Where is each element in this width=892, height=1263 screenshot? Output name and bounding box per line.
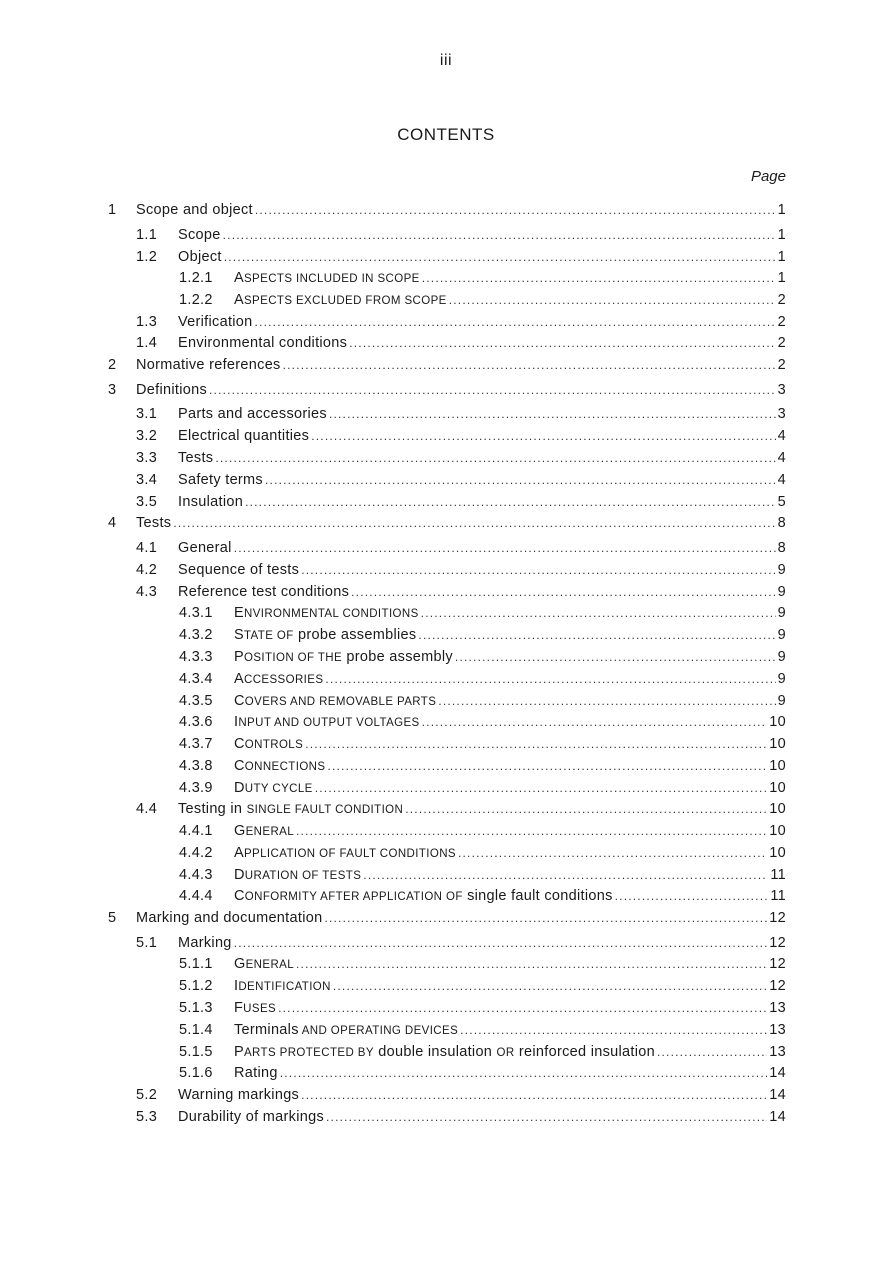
toc-entry-title-part: double insulation bbox=[373, 1044, 497, 1060]
toc-entry-title-part: I bbox=[234, 978, 239, 994]
toc-leader-dots bbox=[301, 1086, 767, 1104]
toc-entry[interactable] bbox=[108, 201, 786, 219]
toc-entry-title-part: ENERAL bbox=[245, 959, 295, 971]
toc-entry-number: 4.4 bbox=[136, 801, 158, 817]
toc-entry-title-part: C bbox=[234, 888, 245, 904]
toc-entry-title-part: C bbox=[234, 736, 245, 752]
toc-entry-title bbox=[178, 561, 299, 579]
toc-entry-title-part: Environmental conditions bbox=[178, 335, 348, 351]
toc-entry-title bbox=[136, 201, 253, 219]
toc-entry-page: 12 bbox=[769, 956, 786, 972]
toc-entry-title-part: CCESSORIES bbox=[243, 674, 324, 686]
toc-entry-number: 4.3.5 bbox=[179, 693, 213, 709]
toc-entry-number: 4.2 bbox=[136, 562, 158, 578]
toc-leader-dots bbox=[234, 934, 768, 952]
toc-leader-dots bbox=[173, 514, 775, 532]
toc-entry[interactable] bbox=[179, 269, 786, 287]
toc-entry-title-part: Warning markings bbox=[178, 1087, 300, 1103]
toc-entry-title-part: NPUT AND OUTPUT VOLTAGES bbox=[238, 717, 420, 729]
toc-entry[interactable] bbox=[179, 866, 786, 884]
toc-entry[interactable] bbox=[179, 977, 786, 995]
toc-entry-title-part: SPECTS INCLUDED IN SCOPE bbox=[243, 273, 420, 285]
toc-entry-title-part: UTY CYCLE bbox=[244, 783, 313, 795]
toc-entry-title-part: TATE OF bbox=[243, 630, 294, 642]
toc-entry-title-part: SPECTS EXCLUDED FROM SCOPE bbox=[243, 295, 447, 307]
toc-entry-title-part: Scope and object bbox=[136, 202, 253, 218]
toc-entry-page: 10 bbox=[769, 714, 786, 730]
toc-entry-page: 5 bbox=[777, 494, 786, 510]
toc-entry[interactable] bbox=[108, 381, 786, 399]
toc-entry-title bbox=[234, 269, 420, 288]
toc-leader-dots bbox=[421, 604, 776, 622]
toc-entry-page: 9 bbox=[777, 562, 786, 578]
toc-entry[interactable] bbox=[179, 779, 786, 797]
toc-entry-page: 2 bbox=[777, 292, 786, 308]
toc-entry-title-part: E bbox=[234, 605, 244, 621]
toc-entry-number: 5 bbox=[108, 910, 117, 926]
toc-leader-dots bbox=[209, 381, 776, 399]
toc-entry[interactable] bbox=[108, 356, 786, 374]
toc-entry-page: 4 bbox=[777, 472, 786, 488]
toc-leader-dots bbox=[255, 201, 776, 219]
toc-leader-dots bbox=[418, 626, 775, 644]
toc-leader-dots bbox=[325, 670, 775, 688]
toc-entry-number: 3.2 bbox=[136, 428, 158, 444]
toc-entry[interactable] bbox=[179, 822, 786, 840]
toc-entry-page: 2 bbox=[777, 357, 786, 373]
toc-entry-number: 3 bbox=[108, 382, 117, 398]
toc-entry-page: 2 bbox=[777, 314, 786, 330]
toc-leader-dots bbox=[301, 561, 775, 579]
toc-entry-title bbox=[234, 977, 331, 996]
toc-entry-title-part: P bbox=[234, 1044, 244, 1060]
toc-entry-number: 4.3.6 bbox=[179, 714, 213, 730]
toc-entry[interactable] bbox=[136, 493, 786, 511]
toc-entry-page: 12 bbox=[769, 935, 786, 951]
toc-entry-number: 4.3 bbox=[136, 584, 158, 600]
toc-entry-title-part: Tests bbox=[178, 450, 214, 466]
toc-leader-dots bbox=[215, 449, 775, 467]
toc-entry-title bbox=[178, 800, 403, 819]
toc-entry-page: 10 bbox=[769, 823, 786, 839]
toc-entry-title bbox=[234, 291, 447, 310]
toc-entry-title-part: reinforced insulation bbox=[514, 1044, 655, 1060]
toc-entry-number: 4.4.2 bbox=[179, 845, 213, 861]
toc-entry-title-part: Verification bbox=[178, 314, 253, 330]
toc-entry-title-part: probe assembly bbox=[342, 649, 453, 665]
toc-leader-dots bbox=[351, 583, 776, 601]
toc-entry-page: 10 bbox=[769, 801, 786, 817]
toc-entry-title-part: probe assemblies bbox=[293, 627, 417, 643]
toc-entry-title-part: OVERS AND REMOVABLE PARTS bbox=[244, 696, 437, 708]
toc-entry-title bbox=[136, 514, 171, 532]
toc-entry-title-part: ARTS PROTECTED BY bbox=[243, 1047, 374, 1059]
toc-entry[interactable] bbox=[179, 844, 786, 862]
toc-entry-number: 5.1.3 bbox=[179, 1000, 213, 1016]
toc-entry[interactable] bbox=[136, 405, 786, 423]
toc-entry-title-part: ENERAL bbox=[245, 826, 295, 838]
toc-entry-title-part: DENTIFICATION bbox=[238, 981, 331, 993]
toc-leader-dots bbox=[327, 757, 767, 775]
toc-entry-number: 1.3 bbox=[136, 314, 158, 330]
toc-leader-dots bbox=[245, 493, 776, 511]
toc-entry-title bbox=[234, 735, 303, 754]
toc-entry-title bbox=[178, 583, 349, 601]
toc-entry-title bbox=[178, 1086, 299, 1104]
toc-entry-title bbox=[178, 248, 222, 266]
toc-entry-title bbox=[234, 866, 361, 885]
toc-leader-dots bbox=[305, 735, 767, 753]
toc-entry-title-part: Parts and accessories bbox=[178, 406, 327, 422]
toc-entry[interactable] bbox=[108, 909, 786, 927]
toc-entry[interactable] bbox=[136, 561, 786, 579]
toc-entry-page: 14 bbox=[769, 1109, 786, 1125]
toc-entry-page: 12 bbox=[769, 910, 786, 926]
toc-entry-title-part: AND OPERATING DEVICES bbox=[298, 1025, 459, 1037]
toc-leader-dots bbox=[458, 844, 767, 862]
toc-entry-number: 4.1 bbox=[136, 540, 158, 556]
toc-entry-title bbox=[234, 1043, 655, 1062]
toc-entry[interactable] bbox=[179, 604, 786, 622]
toc-entry-number: 4.3.2 bbox=[179, 627, 213, 643]
toc-entry-title bbox=[234, 955, 294, 974]
toc-entry-title-part: Object bbox=[178, 249, 222, 265]
toc-entry[interactable] bbox=[179, 1043, 786, 1061]
toc-entry[interactable] bbox=[179, 670, 786, 688]
toc-entry-number: 1.2.2 bbox=[179, 292, 213, 308]
toc-entry-title bbox=[234, 692, 436, 711]
toc-entry-title-part: Tests bbox=[136, 515, 172, 531]
toc-entry-title-part: Insulation bbox=[178, 494, 244, 510]
toc-entry-number: 2 bbox=[108, 357, 117, 373]
toc-entry-number: 3.1 bbox=[136, 406, 158, 422]
toc-entry-page: 11 bbox=[770, 867, 786, 883]
page-number: iii bbox=[439, 52, 453, 69]
toc-entry-title-part: A bbox=[234, 270, 244, 286]
toc-entry-title bbox=[234, 1064, 278, 1082]
toc-entry-title-part: Marking and documentation bbox=[136, 910, 323, 926]
toc-entry-title-part: General bbox=[178, 540, 232, 556]
toc-entry-page: 14 bbox=[769, 1087, 786, 1103]
toc-entry-number: 4.4.4 bbox=[179, 888, 213, 904]
toc-entry-title bbox=[234, 713, 420, 732]
toc-entry[interactable] bbox=[136, 1108, 786, 1126]
toc-entry-page: 9 bbox=[777, 584, 786, 600]
toc-entry-title bbox=[234, 757, 325, 776]
toc-entry-title-part: OSITION OF THE bbox=[243, 652, 343, 664]
toc-entry-page: 14 bbox=[769, 1065, 786, 1081]
toc-entry-title bbox=[178, 334, 347, 352]
toc-entry-number: 5.1.2 bbox=[179, 978, 213, 994]
toc-entry-title-part: ONNECTIONS bbox=[244, 761, 326, 773]
toc-entry-title-part: S bbox=[234, 627, 244, 643]
toc-entry-title bbox=[234, 604, 419, 623]
toc-entry[interactable] bbox=[179, 735, 786, 753]
toc-leader-dots bbox=[255, 313, 776, 331]
toc-entry[interactable] bbox=[179, 713, 786, 731]
toc-entry[interactable] bbox=[136, 427, 786, 445]
toc-entry-page: 9 bbox=[777, 649, 786, 665]
toc-entry[interactable] bbox=[179, 626, 786, 644]
toc-entry-title bbox=[136, 909, 322, 927]
page-column-label: Page bbox=[750, 168, 786, 185]
toc-entry-page: 11 bbox=[770, 888, 786, 904]
toc-entry-title-part: ONTROLS bbox=[244, 739, 304, 751]
toc-entry-title-part: D bbox=[234, 867, 245, 883]
toc-entry[interactable] bbox=[136, 313, 786, 331]
toc-entry-title bbox=[234, 626, 416, 645]
toc-leader-dots bbox=[422, 713, 768, 731]
toc-entry-number: 5.1 bbox=[136, 935, 158, 951]
toc-entry-number: 4.3.4 bbox=[179, 671, 213, 687]
toc-entry-number: 4.3.3 bbox=[179, 649, 213, 665]
toc-entry-title-part: Sequence of tests bbox=[178, 562, 300, 578]
toc-entry-title bbox=[234, 844, 456, 863]
toc-leader-dots bbox=[460, 1021, 767, 1039]
toc-entry-number: 4.3.1 bbox=[179, 605, 213, 621]
toc-entry-title-part: NVIRONMENTAL CONDITIONS bbox=[243, 608, 419, 620]
toc-entry-number: 4.4.1 bbox=[179, 823, 213, 839]
toc-entry-page: 2 bbox=[777, 335, 786, 351]
toc-entry-title-part: P bbox=[234, 649, 244, 665]
toc-entry[interactable] bbox=[136, 1086, 786, 1104]
toc-entry-page: 3 bbox=[777, 382, 786, 398]
toc-entry[interactable] bbox=[108, 514, 786, 532]
toc-entry-number: 4.3.7 bbox=[179, 736, 213, 752]
toc-leader-dots bbox=[329, 405, 776, 423]
toc-entry-page: 1 bbox=[777, 249, 786, 265]
toc-entry-page: 12 bbox=[769, 978, 786, 994]
toc-entry-title-part: Rating bbox=[234, 1065, 278, 1081]
toc-entry-title-part: C bbox=[234, 758, 245, 774]
toc-entry-title bbox=[136, 356, 281, 374]
toc-entry-number: 5.1.1 bbox=[179, 956, 213, 972]
toc-entry-title-part: Definitions bbox=[136, 382, 207, 398]
toc-leader-dots bbox=[280, 1064, 768, 1082]
toc-leader-dots bbox=[223, 226, 776, 244]
toc-entry-title-part: G bbox=[234, 823, 246, 839]
toc-entry[interactable] bbox=[179, 955, 786, 973]
toc-entry-page: 4 bbox=[777, 428, 786, 444]
toc-entry-title-part: single fault conditions bbox=[462, 888, 613, 904]
toc-entry-title-part: Durability of markings bbox=[178, 1109, 325, 1125]
toc-entry-number: 5.1.6 bbox=[179, 1065, 213, 1081]
toc-entry-number: 4.4.3 bbox=[179, 867, 213, 883]
toc-leader-dots bbox=[224, 248, 776, 266]
toc-leader-dots bbox=[405, 800, 767, 818]
toc-entry-title-part: Safety terms bbox=[178, 472, 263, 488]
toc-entry-title-part: Marking bbox=[178, 935, 232, 951]
toc-leader-dots bbox=[615, 887, 769, 905]
toc-entry-title-part: Testing in bbox=[178, 801, 247, 817]
toc-entry-title bbox=[178, 471, 263, 489]
toc-entry-title-part: ONFORMITY AFTER APPLICATION OF bbox=[244, 891, 463, 903]
toc-entry-title bbox=[136, 381, 207, 399]
toc-entry-page: 3 bbox=[777, 406, 786, 422]
toc-leader-dots bbox=[438, 692, 775, 710]
toc-leader-dots bbox=[449, 291, 776, 309]
toc-entry-page: 1 bbox=[777, 227, 786, 243]
toc-entry-title-part: OR bbox=[496, 1047, 515, 1059]
toc-entry-page: 13 bbox=[769, 1044, 786, 1060]
toc-entry[interactable] bbox=[179, 291, 786, 309]
toc-leader-dots bbox=[657, 1043, 767, 1061]
toc-entry-page: 9 bbox=[777, 671, 786, 687]
toc-entry[interactable] bbox=[179, 887, 786, 905]
contents-title: CONTENTS bbox=[397, 125, 495, 144]
toc-leader-dots bbox=[265, 471, 776, 489]
toc-entry[interactable] bbox=[136, 583, 786, 601]
toc-entry-title-part: Electrical quantities bbox=[178, 428, 310, 444]
toc-entry-title bbox=[234, 648, 453, 667]
toc-leader-dots bbox=[326, 1108, 767, 1126]
toc-entry-page: 9 bbox=[777, 693, 786, 709]
toc-entry-title bbox=[178, 427, 309, 445]
toc-leader-dots bbox=[455, 648, 776, 666]
toc-entry-title-part: A bbox=[234, 671, 244, 687]
toc-entry-page: 13 bbox=[769, 1000, 786, 1016]
toc-entry-number: 1 bbox=[108, 202, 117, 218]
toc-entry-title-part: Reference test conditions bbox=[178, 584, 350, 600]
toc-entry[interactable] bbox=[136, 471, 786, 489]
toc-entry-number: 5.1.4 bbox=[179, 1022, 213, 1038]
toc-entry-page: 8 bbox=[777, 540, 786, 556]
toc-leader-dots bbox=[283, 356, 776, 374]
toc-entry-title-part: I bbox=[234, 714, 239, 730]
toc-leader-dots bbox=[234, 539, 776, 557]
toc-entry-title bbox=[178, 1108, 324, 1126]
toc-entry-title-part: G bbox=[234, 956, 246, 972]
toc-entry-number: 1.1 bbox=[136, 227, 158, 243]
toc-entry-title-part: C bbox=[234, 693, 245, 709]
toc-entry-title bbox=[178, 449, 213, 467]
toc-entry-title-part: Terminals bbox=[234, 1022, 299, 1038]
toc-entry[interactable] bbox=[136, 539, 786, 557]
toc-entry-number: 3.3 bbox=[136, 450, 158, 466]
toc-entry-page: 9 bbox=[777, 605, 786, 621]
toc-entry-title bbox=[234, 887, 613, 906]
toc-leader-dots bbox=[315, 779, 768, 797]
toc-entry-page: 10 bbox=[769, 736, 786, 752]
toc-leader-dots bbox=[349, 334, 775, 352]
toc-leader-dots bbox=[296, 822, 767, 840]
toc-entry[interactable] bbox=[136, 449, 786, 467]
toc-entry-title-part: URATION OF TESTS bbox=[244, 870, 362, 882]
toc-entry-page: 4 bbox=[777, 450, 786, 466]
toc-entry-title bbox=[234, 822, 294, 841]
toc-entry[interactable] bbox=[179, 757, 786, 775]
toc-entry-title-part: SINGLE FAULT CONDITION bbox=[246, 804, 404, 816]
toc-entry-page: 9 bbox=[777, 627, 786, 643]
toc-entry-title-part: Normative references bbox=[136, 357, 281, 373]
toc-entry-number: 4.3.8 bbox=[179, 758, 213, 774]
toc-entry-title bbox=[178, 313, 253, 331]
toc-entry-title bbox=[234, 1021, 458, 1040]
toc-leader-dots bbox=[311, 427, 775, 445]
toc-entry-number: 4.3.9 bbox=[179, 780, 213, 796]
toc-entry-title bbox=[234, 670, 323, 689]
toc-entry-number: 1.2.1 bbox=[179, 270, 213, 286]
toc-entry[interactable] bbox=[179, 692, 786, 710]
toc-entry-page: 10 bbox=[769, 758, 786, 774]
toc-entry-number: 1.2 bbox=[136, 249, 158, 265]
toc-entry-title bbox=[234, 999, 276, 1018]
toc-entry-title bbox=[178, 493, 243, 511]
toc-entry-page: 10 bbox=[769, 845, 786, 861]
toc-leader-dots bbox=[324, 909, 767, 927]
toc-entry-title-part: Scope bbox=[178, 227, 221, 243]
toc-entry[interactable] bbox=[179, 999, 786, 1017]
toc-entry-title-part: A bbox=[234, 845, 244, 861]
toc-entry-number: 3.5 bbox=[136, 494, 158, 510]
toc-entry-number: 5.3 bbox=[136, 1109, 158, 1125]
toc-leader-dots bbox=[363, 866, 768, 884]
toc-entry-title-part: F bbox=[234, 1000, 244, 1016]
toc-entry-page: 1 bbox=[777, 202, 786, 218]
toc-entry-title bbox=[178, 226, 221, 244]
toc-entry-title bbox=[178, 539, 232, 557]
toc-entry-number: 5.2 bbox=[136, 1087, 158, 1103]
toc-leader-dots bbox=[333, 977, 767, 995]
toc-entry-title bbox=[234, 779, 313, 798]
toc-entry[interactable] bbox=[179, 648, 786, 666]
toc-entry[interactable] bbox=[179, 1021, 786, 1039]
toc-entry-title-part: D bbox=[234, 780, 245, 796]
toc-entry-title bbox=[178, 934, 232, 952]
toc-leader-dots bbox=[296, 955, 767, 973]
toc-entry-title-part: USES bbox=[243, 1003, 277, 1015]
toc-entry[interactable] bbox=[136, 226, 786, 244]
toc-entry-number: 4 bbox=[108, 515, 117, 531]
toc-entry-number: 5.1.5 bbox=[179, 1044, 213, 1060]
toc-entry-title bbox=[178, 405, 327, 423]
toc-entry[interactable] bbox=[179, 1064, 786, 1082]
toc-entry[interactable] bbox=[136, 334, 786, 352]
toc-entry[interactable] bbox=[136, 248, 786, 266]
toc-entry-number: 1.4 bbox=[136, 335, 158, 351]
toc-entry-page: 8 bbox=[777, 515, 786, 531]
toc-leader-dots bbox=[278, 999, 767, 1017]
toc-entry-title-part: A bbox=[234, 292, 244, 308]
toc-entry-number: 3.4 bbox=[136, 472, 158, 488]
toc-entry-title-part: PPLICATION OF FAULT CONDITIONS bbox=[243, 848, 456, 860]
toc-entry-page: 13 bbox=[769, 1022, 786, 1038]
toc-entry-page: 10 bbox=[769, 780, 786, 796]
toc-entry-page: 1 bbox=[777, 270, 786, 286]
toc-leader-dots bbox=[422, 269, 776, 287]
toc-entry[interactable] bbox=[136, 934, 786, 952]
toc-entry[interactable] bbox=[136, 800, 786, 818]
